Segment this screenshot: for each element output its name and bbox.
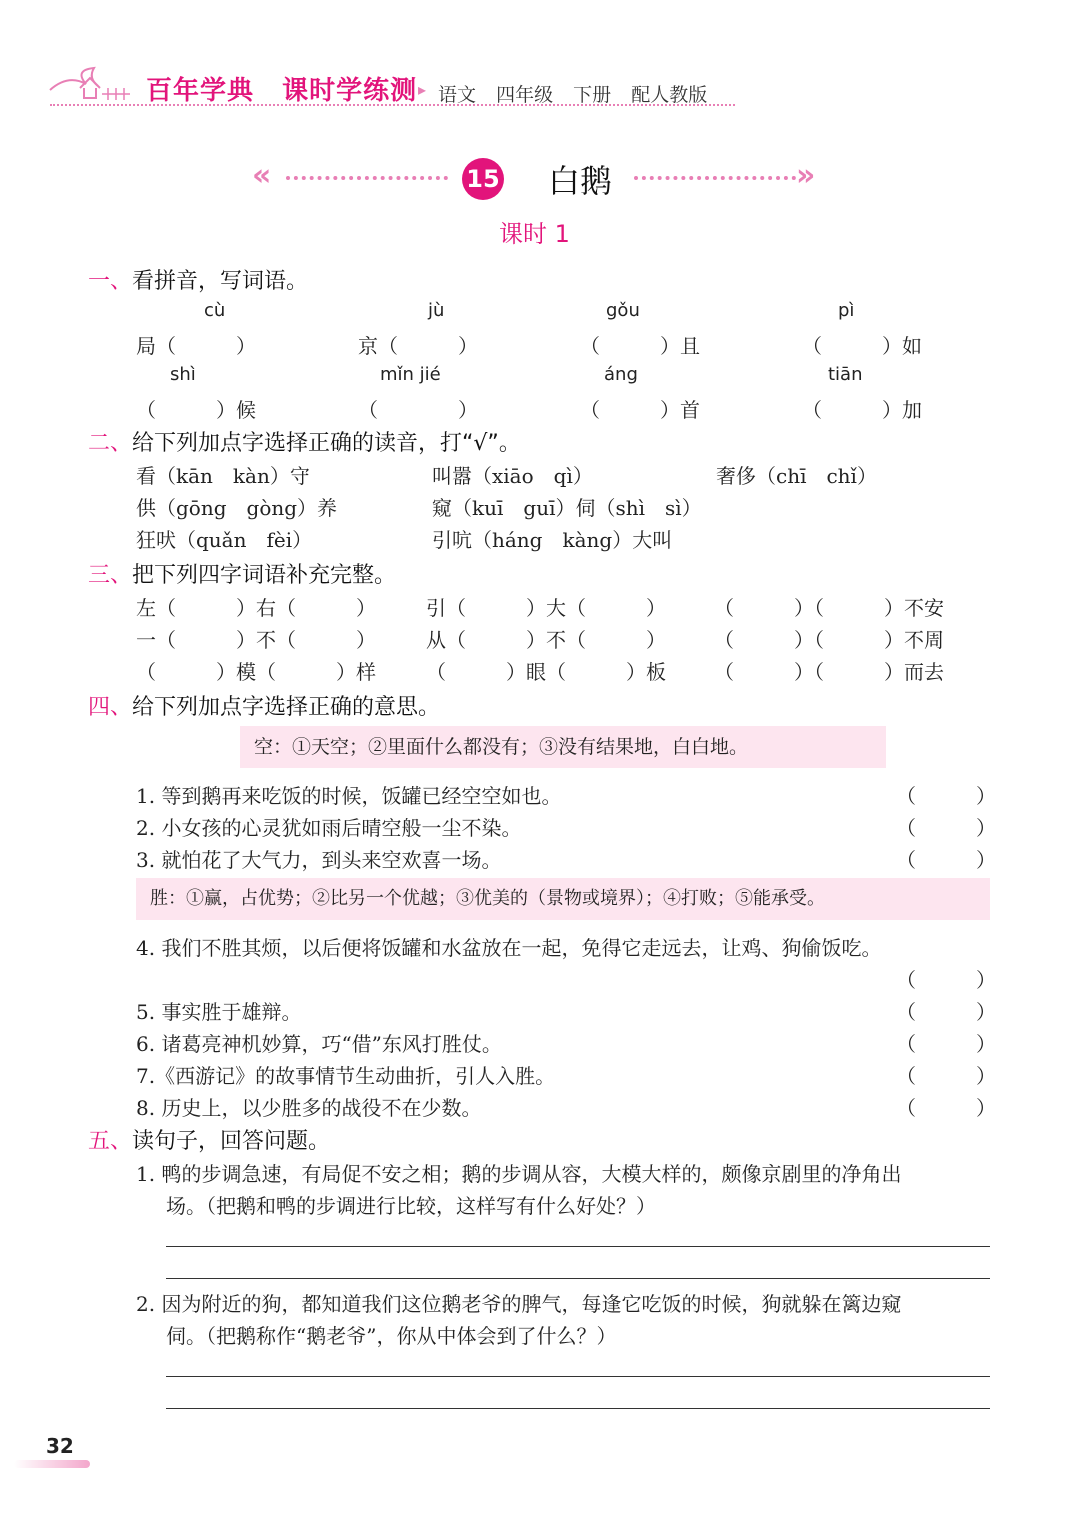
right-chevron-icon: » [796,158,810,193]
section-4-label: 四、 [88,695,133,720]
meaning-question: 5. 事实胜于雄辩。 [136,1000,302,1024]
section-2-heading [88,426,521,457]
edition: 配人教版 [631,84,708,106]
idiom-blank[interactable]: （ ）（ ）不周 [714,628,944,652]
subject: 语文 [438,84,477,106]
answer-line[interactable] [166,1408,990,1409]
left-chevron-icon: « [252,158,266,193]
meaning-question: 4. 我们不胜其烦，以后便将饭罐和水盆放在一起，免得它走远去，让鸡、狗偷饭吃。 [136,936,882,960]
answer-line[interactable] [166,1278,990,1279]
title-dotline-left [286,176,448,180]
definition-box-kong: 空：①天空；②里面什么都没有；③没有结果地，白白地。 [240,726,886,768]
answer-line[interactable] [166,1246,990,1247]
idiom-blank[interactable]: 左（ ）右（ ） [136,596,376,620]
lesson-number: 15 [462,158,504,200]
answer-blank[interactable]: （ ） [896,816,996,840]
answer-blank[interactable]: （ ） [896,1000,996,1024]
page-number: 32 [46,1434,74,1458]
answer-blank[interactable]: （ ） [896,1032,996,1056]
header-arrow-icon: ▸ [418,80,427,99]
answer-blank[interactable]: （ ） [896,1096,996,1120]
idiom-blank[interactable]: 一（ ）不（ ） [136,628,376,652]
reading-question-2-cont: 伺。（把鹅称作“鹅老爷”，你从中体会到了什么？） [166,1324,617,1348]
definition-box-sheng: 胜：①赢，占优势；②比另一个优越；③优美的（景物或境界）；④打败；⑤能承受。 [136,878,990,920]
reading-question-1: 1. 鸭的步调急速，有局促不安之相；鹅的步调从容，大模大样的，颇像京剧里的净角出 [136,1162,902,1186]
section-1-title: 看拼音，写词语。 [132,269,309,294]
pronunciation-choice[interactable]: 供（gōng gòng）养 [136,496,338,520]
meaning-question: 6. 诸葛亮神机妙算，巧“借”东风打胜仗。 [136,1032,502,1056]
section-1-heading [88,264,308,295]
pinyin: shì [170,364,196,385]
reading-question-1-cont: 场。（把鹅和鸭的步调进行比较，这样写有什么好处？） [166,1194,656,1218]
section-5-label: 五、 [88,1129,133,1154]
meaning-question: 2. 小女孩的心灵犹如雨后晴空般一尘不染。 [136,816,522,840]
section-5-title: 读句子，回答问题。 [132,1129,331,1154]
section-3-label: 三、 [88,563,133,588]
word-blank[interactable]: 局（ ） [136,334,256,358]
header-meta [438,80,721,107]
brand-name: 百年学典 [146,76,255,106]
answer-blank[interactable]: （ ） [896,784,996,808]
lesson-title: 白鹅 [548,162,613,200]
word-blank[interactable]: （ ）首 [580,398,700,422]
word-blank[interactable]: 京（ ） [358,334,478,358]
answer-line[interactable] [166,1376,990,1377]
meaning-question: 8. 历史上，以少胜多的战役不在少数。 [136,1096,482,1120]
idiom-blank[interactable]: （ ）模（ ）样 [136,660,376,684]
reading-question-2: 2. 因为附近的狗，都知道我们这位鹅老爷的脾气，每逢它吃饭的时候，狗就躲在篱边窥 [136,1292,902,1316]
section-1-label: 一、 [88,269,133,294]
pinyin: gǒu [606,300,640,321]
series-name: 课时学练测 [282,76,418,106]
section-2-label: 二、 [88,431,133,456]
answer-blank[interactable]: （ ） [896,968,996,992]
pronunciation-choice[interactable]: 引吭（háng kàng）大叫 [432,528,673,552]
pronunciation-choice[interactable]: 窥（kuī guī）伺（shì sì） [432,496,702,520]
answer-blank[interactable]: （ ） [896,1064,996,1088]
word-blank[interactable]: （ ）加 [802,398,922,422]
answer-blank[interactable]: （ ） [896,848,996,872]
header-brand [146,70,417,107]
word-blank[interactable]: （ ）且 [580,334,700,358]
idiom-blank[interactable]: （ ）（ ）而去 [714,660,944,684]
section-4-heading [88,690,440,721]
pinyin: jù [428,300,445,321]
pinyin: tiān [828,364,863,385]
pronunciation-choice[interactable]: 狂吠（quǎn fèi） [136,528,313,552]
pronunciation-choice[interactable]: 叫嚣（xiāo qì） [432,464,593,488]
section-4-title: 给下列加点字选择正确的意思。 [132,695,441,720]
lesson-period: 课时 1 [499,220,570,248]
idiom-blank[interactable]: （ ）（ ）不安 [714,596,944,620]
header-rule [50,104,735,106]
title-dotline-right [634,176,796,180]
pinyin: cù [204,300,226,321]
word-blank[interactable]: （ ） [358,398,478,422]
idiom-blank[interactable]: 引（ ）大（ ） [426,596,666,620]
section-2-title: 给下列加点字选择正确的读音，打“√”。 [132,431,521,456]
header-logo-icon [46,64,136,104]
pronunciation-choice[interactable]: 看（kān kàn）守 [136,464,310,488]
meaning-question: 7.《西游记》的故事情节生动曲折，引人入胜。 [136,1064,556,1088]
grade: 四年级 [496,84,554,106]
meaning-question: 3. 就怕花了大气力，到头来空欢喜一场。 [136,848,502,872]
meaning-question: 1. 等到鹅再来吃饭的时候，饭罐已经空空如也。 [136,784,562,808]
section-3-title: 把下列四字词语补充完整。 [132,563,397,588]
idiom-blank[interactable]: 从（ ）不（ ） [426,628,666,652]
pronunciation-choice[interactable]: 奢侈（chī chǐ） [716,464,877,488]
pinyin: áng [604,364,638,385]
pinyin: mǐn jié [380,364,441,385]
volume: 下册 [573,84,612,106]
idiom-blank[interactable]: （ ）眼（ ）板 [426,660,666,684]
footer-bar [14,1460,90,1468]
pinyin: pì [838,300,855,321]
word-blank[interactable]: （ ）候 [136,398,256,422]
section-3-heading [88,558,396,589]
section-5-heading [88,1124,330,1155]
word-blank[interactable]: （ ）如 [802,334,922,358]
